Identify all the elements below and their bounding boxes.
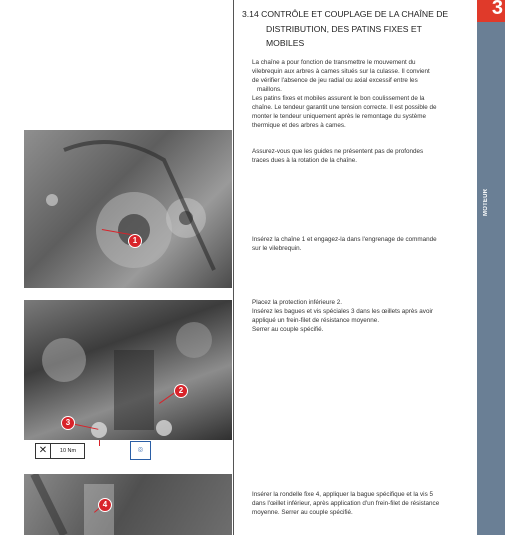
text-line: sur le vilebrequin. (252, 245, 302, 252)
text-line: de vérifier l'absence de jeu radial ou axial excessif entre les (252, 77, 418, 84)
text-line: Insérez la chaîne 1 et engagez-la dans l'engrenage de commande (252, 236, 437, 243)
wrench-icon: ✕ (36, 444, 51, 458)
section-label: MOTEUR (483, 188, 489, 216)
section-title (242, 7, 467, 51)
text-line: vilebrequin aux arbres à cames situés sur la culasse. Il convient (252, 68, 430, 75)
title-line-3: MOBILES (266, 38, 305, 48)
text-line: Insérez les bagues et vis spéciales 3 dans les œillets après avoir (252, 308, 433, 315)
chapter-sidebar (477, 0, 505, 535)
column-divider (233, 0, 234, 535)
text-line: monter le tendeur uniquement après le remontage du système (252, 113, 426, 120)
text-line: moyenne. Serrer au couple spécifié. (252, 509, 353, 516)
title-line-2: DISTRIBUTION, DES PATINS FIXES ET (266, 23, 422, 34)
text-line: Assurez-vous que les guides ne présentent pas de profondes (252, 148, 424, 155)
step1-paragraph (252, 235, 472, 253)
callout-2: 2 (174, 384, 188, 398)
torque-spec (35, 443, 85, 459)
engine-illustration (24, 300, 232, 440)
engine-photo-protection (24, 300, 232, 440)
text-line: appliqué un frein-filet de résistance moyenne. (252, 317, 380, 324)
text-line: thermique et des arbres à cames. (252, 122, 346, 129)
engine-photo-chain (24, 130, 232, 288)
callout-1: 1 (128, 234, 142, 248)
text-line: La chaîne a pour fonction de transmettre le mouvement du (252, 59, 416, 66)
chapter-number: 3 (491, 0, 503, 19)
engine-illustration (24, 130, 232, 288)
threadlock-icon: ⌾ (130, 441, 151, 460)
callout-link (99, 440, 100, 446)
callout-3: 3 (61, 416, 75, 430)
title-line-1: 3.14 CONTRÔLE ET COUPLAGE DE LA CHAÎNE DE (242, 9, 449, 19)
engine-photo-washer (24, 474, 232, 535)
engine-illustration (24, 474, 232, 535)
step2-paragraph (252, 298, 472, 334)
text-line: chaîne. Le tendeur garantit une tension correcte. Il est possible de (252, 104, 437, 111)
text-line: Placez la protection inférieure 2. (252, 299, 342, 306)
text-line: Les patins fixes et mobiles assurent le bon coulissement de la (252, 95, 425, 102)
intro-paragraph (252, 58, 472, 130)
step3-paragraph (252, 490, 472, 517)
torque-value: 10 Nm (59, 448, 77, 454)
text-line: maillons. (257, 86, 282, 93)
chapter-tab[interactable] (477, 0, 505, 22)
guides-paragraph (252, 147, 472, 165)
text-line: Serrer au couple spécifié. (252, 326, 324, 333)
callout-4: 4 (98, 498, 112, 512)
text-line: Insérer la rondelle fixe 4, appliquer la bague spécifique et la vis 5 (252, 491, 433, 498)
text-line: dans l'œillet inférieur, après application d'un frein-filet de résistance (252, 500, 440, 507)
text-line: traces dues à la rotation de la chaîne. (252, 157, 358, 164)
